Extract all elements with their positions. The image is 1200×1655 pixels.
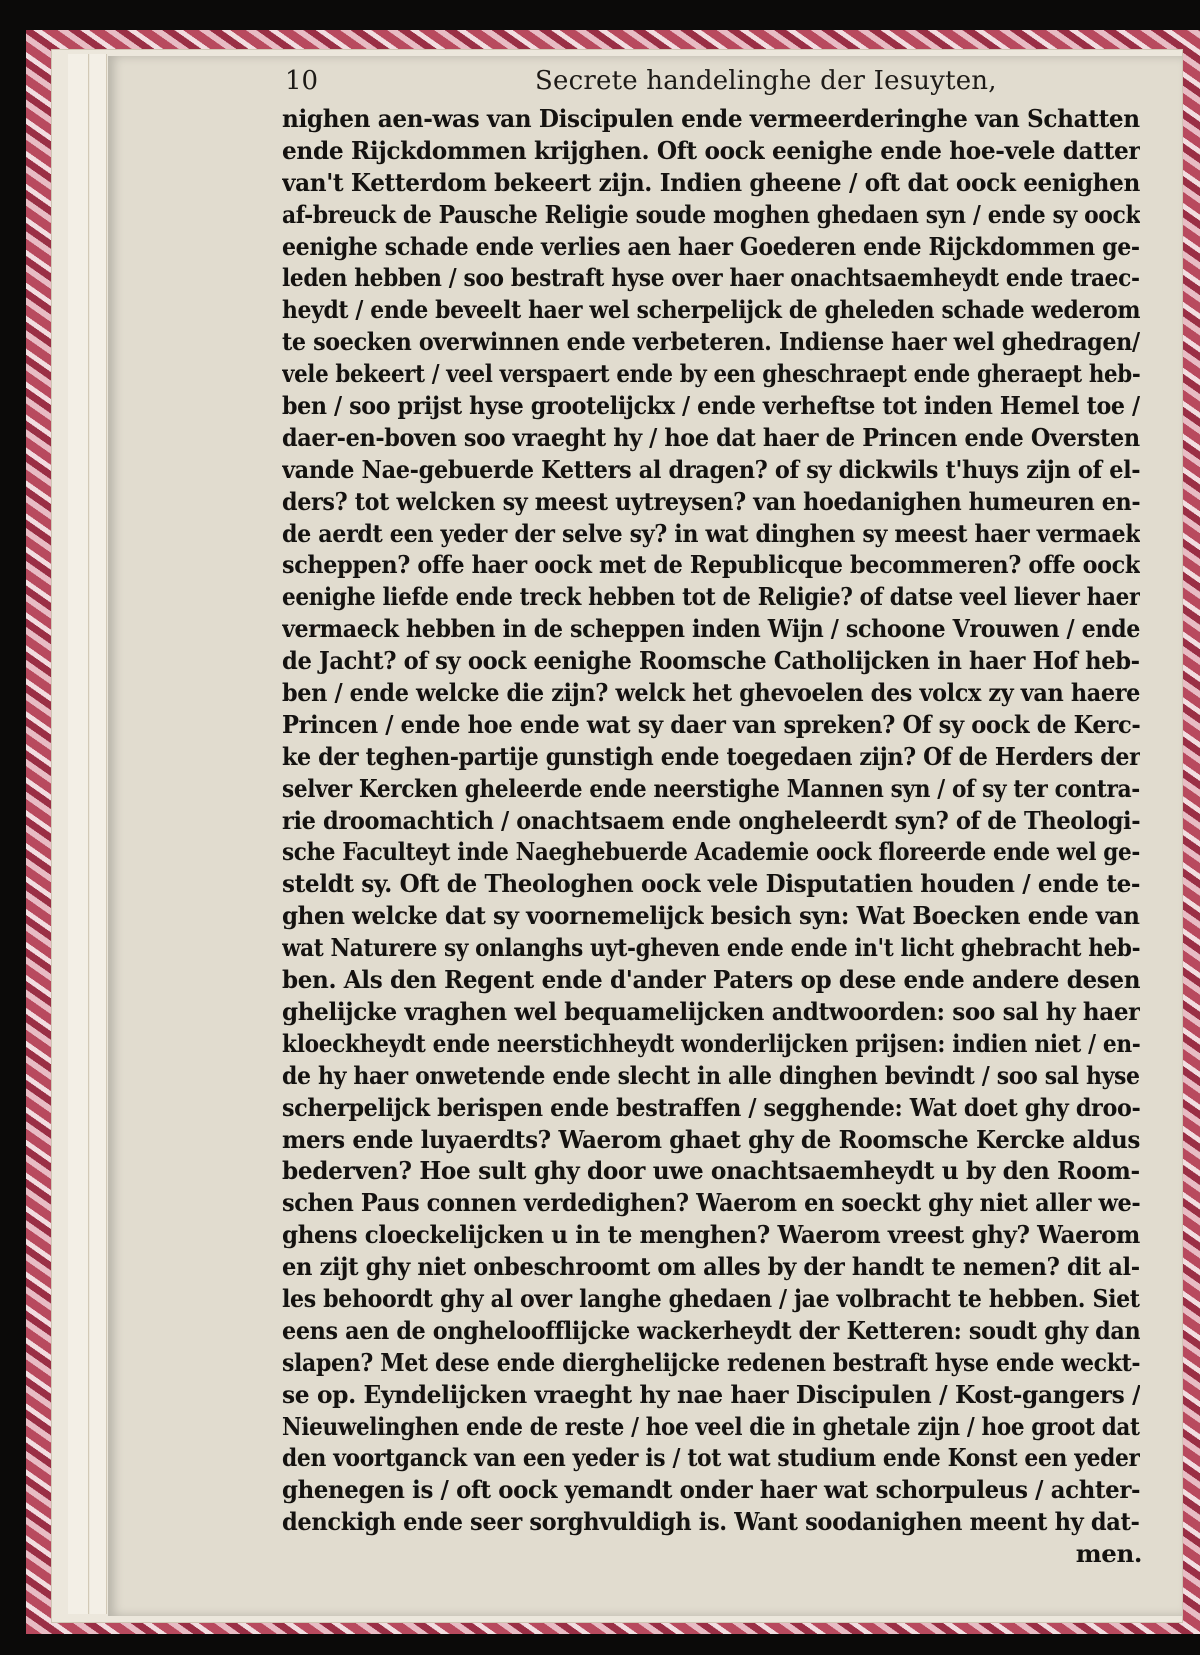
text-line: de hy haer onwetende ende slecht in alle dinghen bevindt / soo sal hyse bbox=[282, 1060, 1140, 1090]
text-line: ende Rijckdommen krijghen. Oft oock eenighe ende hoe-vele datter bbox=[282, 135, 1140, 165]
text-line: kloeckheydt ende neerstichheydt wonderlijcken prijsen: indien niet / en- bbox=[282, 1028, 1141, 1058]
text-line: les behoordt ghy al over langhe ghedaen / jae volbracht te hebben. Siet bbox=[282, 1283, 1140, 1313]
text-line: leden hebben / soo bestraft hyse over haer onachtsaemheydt ende traec- bbox=[282, 263, 1140, 293]
text-line: en zijt ghy niet onbeschroomt om alles by der handt te nemen? dit al- bbox=[282, 1252, 1140, 1282]
text-line: af-breuck de Pausche Religie soude moghen ghedaen syn / ende sy oock bbox=[282, 199, 1141, 229]
text-line: ben / soo prijst hyse grootelijckx / ende verheftse tot inden Hemel toe / bbox=[282, 391, 1140, 421]
page-number: 10 bbox=[285, 66, 319, 96]
text-line: sche Faculteyt inde Naeghebuerde Academie oock floreerde ende wel ge- bbox=[282, 837, 1140, 867]
text-line: steldt sy. Oft de Theologhen oock vele Disputatien houden / ende te- bbox=[282, 869, 1140, 899]
text-line: eenighe liefde ende treck hebben tot de Religie? of datse veel liever haer bbox=[282, 582, 1140, 612]
text-line: vande Nae-gebuerde Ketters al dragen? of sy dickwils t'huys zijn of el- bbox=[282, 454, 1141, 484]
body-text bbox=[282, 103, 1152, 1570]
text-line: scheppen? offe haer oock met de Republicque becommeren? offe oock bbox=[282, 550, 1140, 580]
text-line: eens aen de ongheloofflijcke wackerheydt der Ketteren: soudt ghy dan bbox=[282, 1315, 1140, 1345]
text-line: van't Ketterdom bekeert zijn. Indien gheene / oft dat oock eenighen bbox=[282, 167, 1140, 197]
text-line: se op. Eyndelijcken vraeght hy nae haer Discipulen / Kost-gangers / bbox=[282, 1379, 1141, 1409]
page-header bbox=[285, 66, 1135, 100]
running-title: Secrete handelinghe der Iesuyten, bbox=[535, 66, 997, 96]
text-line: scherpelijck berispen ende bestraffen / segghende: Wat doet ghy droo- bbox=[282, 1092, 1141, 1122]
text-line: mers ende luyaerdts? Waerom ghaet ghy de Roomsche Kercke aldus bbox=[282, 1124, 1141, 1154]
text-line: selver Kercken gheleerde ende neerstighe Mannen syn / of sy ter contra- bbox=[282, 773, 1140, 803]
text-line: Nieuwelinghen ende de reste / hoe veel die in ghetale zijn / hoe groot dat bbox=[282, 1411, 1140, 1441]
text-line: ders? tot welcken sy meest uytreysen? van hoedanighen humeuren en- bbox=[282, 486, 1141, 516]
text-line: de Jacht? of sy oock eenighe Roomsche Catholijcken in haer Hof heb- bbox=[282, 646, 1140, 676]
text-line: ben / ende welcke die zijn? welck het ghevoelen des volcx zy van haere bbox=[282, 678, 1141, 708]
text-line: slapen? Met dese ende dierghelijcke redenen bestraft hyse ende weckt- bbox=[282, 1347, 1141, 1377]
page-edge bbox=[90, 54, 107, 1614]
text-line: de aerdt een yeder der selve sy? in wat dinghen sy meest haer vermaek bbox=[282, 518, 1140, 548]
text-line: nighen aen-was van Discipulen ende vermeerderinghe van Schatten bbox=[282, 104, 1140, 133]
text-line: Princen / ende hoe ende wat sy daer van spreken? Of sy oock de Kerc- bbox=[282, 709, 1141, 739]
text-line: ghenegen is / oft oock yemandt onder haer wat schorpuleus / achter- bbox=[282, 1475, 1140, 1505]
text-line: bederven? Hoe sult ghy door uwe onachtsaemheydt u by den Room- bbox=[282, 1156, 1140, 1186]
text-line: wat Naturere sy onlanghs uyt-gheven ende ende in't licht ghebracht heb- bbox=[282, 933, 1141, 963]
text-line: ghens cloeckelijcken u in te menghen? Waerom vreest ghy? Waerom bbox=[282, 1220, 1140, 1250]
text-line: rie droomachtich / onachtsaem ende ongheleerdt syn? of de Theologi- bbox=[282, 805, 1140, 835]
text-line: vele bekeert / veel verspaert ende by een gheschraept ende gheraept heb- bbox=[282, 359, 1141, 389]
text-line: ghelijcke vraghen wel bequamelijcken andtwoorden: soo sal hy haer bbox=[282, 996, 1140, 1026]
text-line: den voortganck van een yeder is / tot wat studium ende Konst een yeder bbox=[282, 1443, 1140, 1473]
text-line: schen Paus connen verdedighen? Waerom en soeckt ghy niet aller we- bbox=[282, 1188, 1141, 1218]
text-line: daer-en-boven soo vraeght hy / hoe dat haer de Princen ende Oversten bbox=[282, 422, 1140, 452]
text-line: eenighe schade ende verlies aen haer Goederen ende Rijckdommen ge- bbox=[282, 231, 1140, 261]
text-line: ben. Als den Regent ende d'ander Paters op dese ende andere desen bbox=[282, 965, 1140, 995]
text-line: men. bbox=[1075, 1539, 1142, 1569]
text-line: ghen welcke dat sy voornemelijck besich syn: Wat Boecken ende van bbox=[282, 901, 1140, 931]
text-line: denckigh ende seer sorghvuldigh is. Want soodanighen meent hy dat- bbox=[282, 1507, 1140, 1537]
text-line: vermaeck hebben in de scheppen inden Wijn / schoone Vrouwen / ende bbox=[282, 614, 1141, 644]
page-edge bbox=[68, 54, 89, 1614]
text-line: ke der teghen-partije gunstigh ende toegedaen zijn? Of de Herders der bbox=[282, 741, 1141, 771]
text-line: te soecken overwinnen ende verbeteren. Indiense haer wel ghedragen/ bbox=[282, 327, 1140, 357]
text-line: heydt / ende beveelt haer wel scherpelijck de gheleden schade wederom bbox=[282, 295, 1140, 325]
